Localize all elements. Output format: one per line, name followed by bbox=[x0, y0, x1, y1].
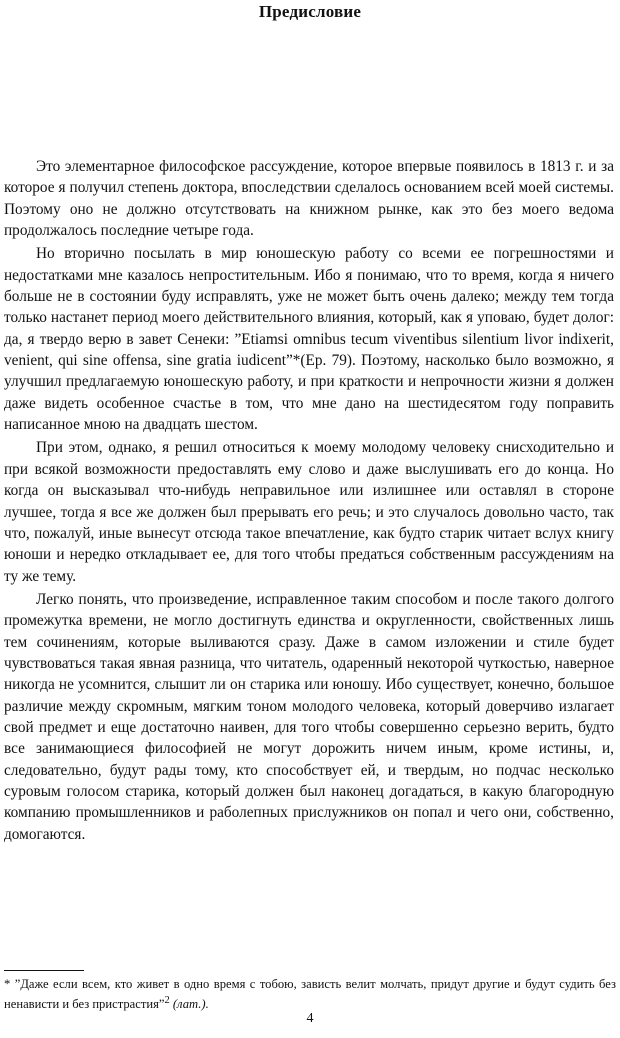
paragraph-1: Это элементарное философское рассуждение, которое впервые появилось в 1813 г. и за которое я получил степень доктора, впоследствии сделалось основанием всей моей системы. Поэтому оно не должно отсутствовать на книжном рынке, как это без моего ведома продолжалось последние четыре года. bbox=[4, 158, 614, 240]
footnote-superscript: 2 bbox=[164, 994, 170, 1006]
footnote bbox=[4, 976, 616, 1012]
page-number: 4 bbox=[306, 1011, 314, 1026]
paragraph-3: При этом, однако, я решил относиться к моему молодому человеку снисходительно и при всякой возможности предоставлять ему слово и даже выслушивать его до конца. Но когда он высказывал что-нибудь неправильное или излишнее или оставлял в стороне лучшее, тогда я все же должен был прерывать его речь; и это случалось довольно часто, так что, пожалуй, иные вынесут отсюда такое впечатление, как будто старик читает вслух книгу юноши и нередко откладывает ее, для того чтобы предаться собственным рассуждениям на ту же тему. bbox=[4, 439, 614, 585]
paragraph-2: Но вторично посылать в мир юношескую работу со всеми ее погрешностями и недостатками мне казалось непростительным. Ибо я понимаю, что то время, когда я ничего больше не в состоянии буду исправлять, уже не может быть очень далеко; между тем тогда только настанет период моего действительного влияния, который, как я уповаю, будет долог: да, я твердо верю в завет Сенеки: ”Etiamsi omnibus tecum viventibus silentium livor indixerit, venient, qui sine offensa, sine gratia iudicent”*(Ep. 79). Поэтому, насколько было возможно, я улучшил предлагаемую юношескую работу, и при краткости и непрочности жизни я должен даже видеть особенное счастье в том, что мне дано на шестидесятом году поправить написанное мною на двадцать шестом. bbox=[4, 245, 614, 434]
footnote-text: * ”Даже если всем, кто живет в одно время с тобою, зависть велит молчать, придут другие и будут судить без ненависти и без пристрастия” bbox=[4, 977, 616, 1011]
footnote-language-note: (лат.). bbox=[172, 996, 209, 1011]
page-title: Предисловие bbox=[258, 2, 362, 21]
paragraph-4: Легко понять, что произведение, исправленное таким способом и после такого долгого промежутка времени, не могло достигнуть единства и округленности, свойственных лишь тем сочинениям, которые выливаются сразу. Даже в самом изложении и стиле будет чувствоваться такая явная разница, что читатель, одаренный некоторой чуткостью, наверное никогда не усомнится, слышит ли он старика или юношу. Ибо существует, конечно, большое различие между скромным, мягким тоном молодого человека, который доверчиво излагает свой предмет и еще достаточно наивен, для того чтобы совершенно серьезно верить, будто все занимающиеся философией не могут дорожить ничем иным, кроме истины, и, следовательно, будут рады тому, кто способствует ей, и твердым, но подчас несколько суровым голосом старика, который должен был наконец догадаться, в какую благородную компанию промышленников и раболепных прислужников он попал и чего они, собственно, домогаются. bbox=[4, 590, 614, 843]
body-text bbox=[4, 156, 614, 845]
footnote-divider bbox=[4, 970, 84, 971]
